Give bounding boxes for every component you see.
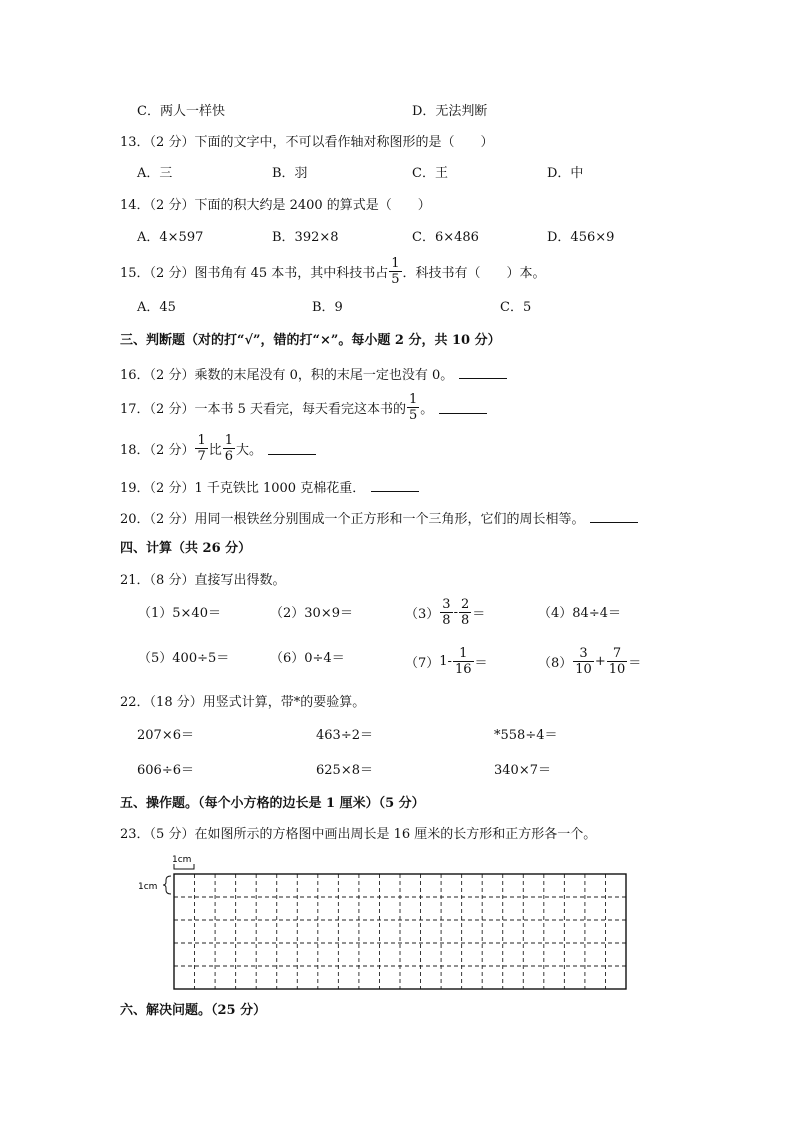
q12-option-d: D．无法判断 [412, 104, 488, 119]
section-4-heading: 四、计算（共 26 分） [120, 541, 252, 556]
q15-stem-text: 15．（2 分）图书角有 45 本书，其中科技书占 [120, 265, 389, 281]
q22-expr-4: 606÷6＝ [137, 763, 194, 778]
q18-fraction-1 [195, 433, 207, 464]
q18-fraction-1-numerator: 1 [197, 432, 206, 448]
q19-stem: 19．（2 分）1 千克铁比 1000 克棉花重． [120, 481, 366, 496]
q22-expr-2: 463÷2＝ [316, 728, 373, 743]
q19-answer-blank[interactable] [371, 479, 419, 492]
q21-part-4: （4）84÷4＝ [538, 606, 621, 621]
q20-line [120, 510, 638, 528]
q22-expr-5: 625×8＝ [316, 763, 373, 778]
q21-part-6: （6）0÷4＝ [270, 651, 345, 666]
q18-fraction-2-denominator: 6 [224, 448, 234, 464]
q23-stem: 23．（5 分）在如图所示的方格图中画出周长是 16 厘米的长方形和正方形各一个。 [120, 827, 597, 842]
q17-fraction-numerator: 1 [408, 391, 418, 407]
q13-option-d: D．中 [547, 166, 584, 181]
q21-part-3-fraction-1 [440, 597, 452, 628]
q13-option-c: C．王 [412, 166, 448, 181]
q21-part-8-fraction-2-denominator: 10 [608, 661, 626, 677]
q13-option-b: B．羽 [272, 166, 308, 181]
q21-part-8-fraction-1-denominator: 10 [575, 661, 592, 677]
q21-part-5: （5）400÷5＝ [138, 651, 230, 666]
grid-height-label: 1cm [138, 882, 158, 892]
q21-part-8-fraction-2-numerator: 7 [607, 646, 628, 662]
q18-fraction-2-numerator: 1 [224, 432, 234, 448]
q17-fraction [407, 392, 419, 423]
q12-option-c: C．两人一样快 [137, 104, 225, 119]
q14-option-a: A．4×597 [137, 230, 204, 245]
q14-option-d: D．456×9 [547, 230, 615, 245]
q21-part-7-whole: 1- [439, 653, 452, 669]
q21-part-7 [405, 643, 488, 679]
q22-stem: 22．（18 分）用竖式计算，带*的要验算。 [120, 695, 366, 710]
q21-part-7-fraction-denominator: 16 [454, 661, 472, 677]
q15-fraction-numerator: 1 [391, 255, 400, 271]
q21-part-7-fraction-numerator: 1 [453, 646, 474, 662]
q14-option-c: C．6×486 [412, 230, 479, 245]
q17-fraction-denominator: 5 [408, 407, 418, 423]
q22-expr-3: *558÷4＝ [494, 728, 558, 743]
q21-part-8-operator: + [594, 653, 606, 669]
q16-answer-blank[interactable] [459, 366, 507, 379]
q21-stem: 21．（8 分）直接写出得数。 [120, 573, 286, 588]
q15-stem-tail: ．科技书有（ ）本。 [402, 265, 546, 281]
q21-part-3-fraction-1-numerator: 3 [442, 596, 451, 612]
q17-line [120, 389, 487, 425]
q21-part-8-fraction-2 [607, 646, 628, 677]
q21-part-3 [405, 594, 485, 630]
q22-expr-1: 207×6＝ [137, 728, 194, 743]
section-3-heading: 三、判断题（对的打“√”，错的打“×”。每小题 2 分，共 10 分） [120, 333, 501, 348]
q18-stem-tail: 大。 [236, 442, 263, 458]
q21-part-3-fraction-2-denominator: 8 [460, 612, 470, 628]
q21-part-3-fraction-2 [459, 597, 471, 628]
q18-answer-blank[interactable] [268, 442, 316, 455]
q21-part-8-label: （8） [538, 655, 573, 671]
q21-part-7-equals: ＝ [474, 655, 488, 671]
q13-option-a: A．三 [137, 166, 173, 181]
grid-figure[interactable] [130, 850, 630, 992]
q17-stem: 17．（2 分）一本书 5 天看完，每天看完这本书的 [120, 401, 406, 417]
q17-answer-blank[interactable] [439, 401, 487, 414]
q19-line [120, 479, 419, 497]
q21-part-7-fraction [453, 646, 474, 677]
q21-part-1: （1）5×40＝ [138, 606, 221, 621]
q21-part-8-equals: ＝ [628, 655, 642, 671]
q21-part-3-fraction-2-numerator: 2 [460, 596, 470, 612]
q17-stem-tail: 。 [420, 401, 434, 417]
q20-answer-blank[interactable] [590, 510, 638, 523]
q14-stem: 14．（2 分）下面的积大约是 2400 的算式是（ ） [120, 198, 431, 213]
q18-fraction-2 [223, 433, 235, 464]
q15-option-a: A．45 [137, 300, 176, 315]
q21-part-3-equals: ＝ [472, 606, 486, 622]
section-6-heading: 六、解决问题。（25 分） [120, 1003, 267, 1018]
q21-part-2: （2）30×9＝ [270, 606, 353, 621]
q15-stem [120, 253, 546, 289]
q20-stem: 20．（2 分）用同一根铁丝分别围成一个正方形和一个三角形，它们的周长相等。 [120, 512, 585, 527]
q21-part-3-label: （3） [405, 606, 440, 622]
q21-part-8 [538, 643, 641, 679]
grid-height-bracket [163, 876, 171, 894]
grid-lines [174, 874, 626, 989]
q21-part-3-fraction-1-denominator: 8 [442, 612, 451, 628]
q15-fraction [389, 256, 401, 287]
q18-line [120, 430, 316, 466]
section-5-heading: 五、操作题。（每个小方格的边长是 1 厘米）（5 分） [120, 796, 425, 811]
q18-compare-text: 比 [208, 442, 222, 458]
q13-stem: 13．（2 分）下面的文字中，不可以看作轴对称图形的是（ ） [120, 135, 494, 150]
q16-stem: 16．（2 分）乘数的末尾没有 0，积的末尾一定也没有 0。 [120, 368, 454, 383]
q21-part-8-fraction-1 [573, 646, 594, 677]
q14-option-b: B．392×8 [272, 230, 339, 245]
q16-line [120, 366, 507, 384]
q18-stem: 18．（2 分） [120, 442, 195, 458]
q22-expr-6: 340×7＝ [494, 763, 551, 778]
q21-part-7-label: （7） [405, 655, 440, 671]
grid-width-label: 1cm [172, 855, 192, 865]
q21-part-3-operator: - [453, 604, 458, 620]
q18-fraction-1-denominator: 7 [197, 448, 206, 464]
q15-option-b: B．9 [312, 300, 343, 315]
q15-option-c: C．5 [500, 300, 532, 315]
q21-part-8-fraction-1-numerator: 3 [573, 646, 594, 662]
q15-fraction-denominator: 5 [391, 271, 400, 287]
